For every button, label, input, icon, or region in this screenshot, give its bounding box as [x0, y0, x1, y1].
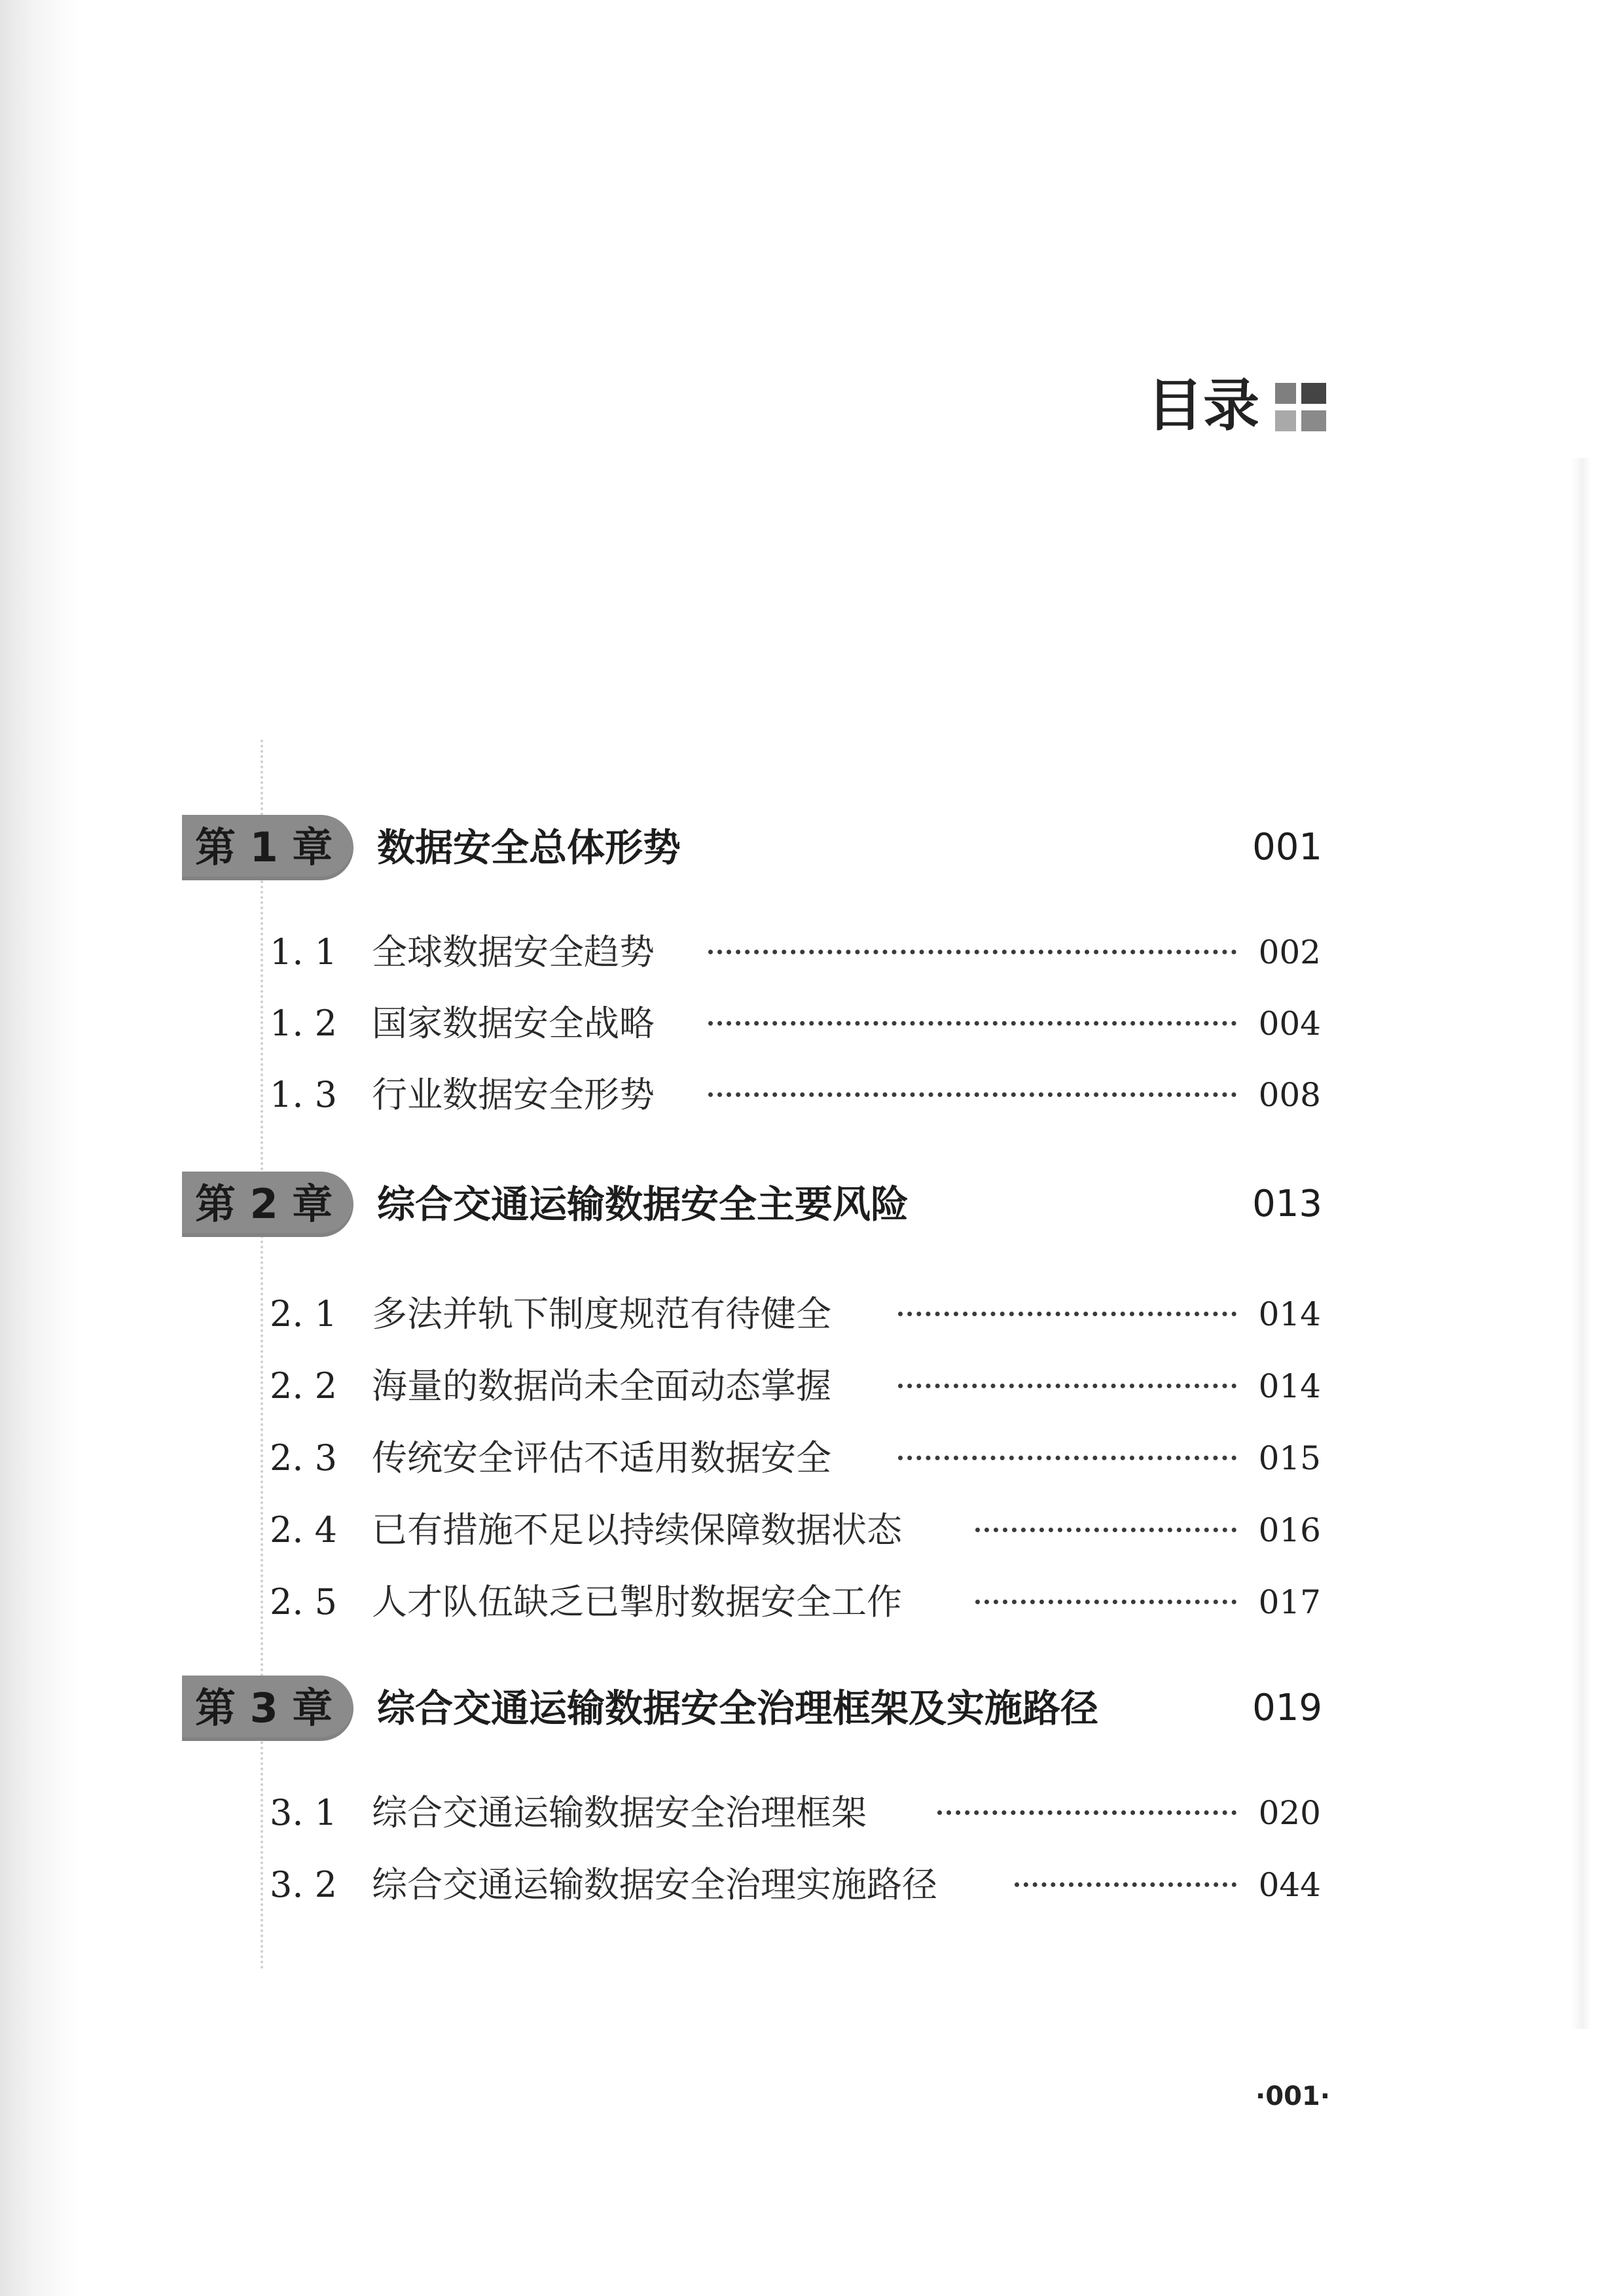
section-title: 全球数据安全趋势	[372, 931, 655, 973]
toc-heading: 目录	[1147, 373, 1259, 439]
page-number-footer: ·001·	[1255, 2081, 1330, 2111]
section-title: 综合交通运输数据安全治理实施路径	[372, 1864, 937, 1905]
chapter-badge	[182, 1172, 353, 1237]
section-title: 国家数据安全战略	[372, 1003, 655, 1044]
chapter-number: 第 1 章	[195, 823, 333, 871]
dot-leader	[708, 1021, 1236, 1026]
chapter-page-number: 001	[1252, 826, 1322, 869]
chapter-row[interactable]	[0, 1676, 1624, 1748]
dot-leader	[937, 1810, 1236, 1815]
toc-entry[interactable]	[0, 1570, 1624, 1635]
section-page-number: 015	[1258, 1439, 1321, 1477]
dot-leader	[898, 1384, 1236, 1388]
section-number: 3. 1	[270, 1792, 338, 1833]
section-title: 传统安全评估不适用数据安全	[372, 1437, 831, 1479]
section-title: 多法并轨下制度规范有待健全	[372, 1293, 831, 1335]
section-number: 2. 1	[270, 1293, 338, 1335]
section-page-number: 044	[1258, 1866, 1321, 1904]
chapter-row[interactable]	[0, 1172, 1624, 1244]
toc-entry[interactable]	[0, 1498, 1624, 1563]
toc-entry[interactable]	[0, 1780, 1624, 1846]
heading-squares-decoration	[1275, 383, 1326, 434]
section-page-number: 014	[1258, 1367, 1321, 1405]
dot-leader	[898, 1312, 1236, 1316]
section-number: 1. 1	[270, 931, 338, 973]
toc-entry[interactable]	[0, 1282, 1624, 1347]
section-number: 2. 5	[270, 1581, 338, 1623]
chapter-page-number: 013	[1252, 1183, 1322, 1225]
section-page-number: 004	[1258, 1005, 1321, 1043]
toc-entry[interactable]	[0, 1852, 1624, 1918]
section-title: 海量的数据尚未全面动态掌握	[372, 1365, 831, 1407]
dot-leader	[708, 1092, 1236, 1097]
section-number: 2. 2	[270, 1365, 338, 1407]
section-page-number: 014	[1258, 1295, 1321, 1333]
chapter-row[interactable]	[0, 815, 1624, 887]
toc-entry[interactable]	[0, 1062, 1624, 1128]
section-page-number: 020	[1258, 1794, 1321, 1832]
section-title: 已有措施不足以持续保障数据状态	[372, 1509, 902, 1551]
section-number: 1. 3	[270, 1074, 338, 1115]
chapter-number: 第 2 章	[195, 1180, 333, 1228]
section-title: 行业数据安全形势	[372, 1074, 655, 1115]
chapter-page-number: 019	[1252, 1687, 1322, 1729]
toc-entry[interactable]	[0, 1426, 1624, 1491]
dot-leader	[975, 1528, 1236, 1532]
chapter-title: 综合交通运输数据安全主要风险	[377, 1182, 909, 1227]
page-binding-shadow	[0, 0, 79, 2296]
section-page-number: 002	[1258, 933, 1321, 971]
section-page-number: 017	[1258, 1583, 1321, 1621]
section-number: 3. 2	[270, 1864, 338, 1905]
section-title: 人才队伍缺乏已掣肘数据安全工作	[372, 1581, 902, 1623]
toc-entry[interactable]	[0, 991, 1624, 1056]
chapter-badge	[182, 815, 353, 880]
toc-entry[interactable]	[0, 1354, 1624, 1419]
dot-leader	[898, 1456, 1236, 1460]
section-number: 2. 4	[270, 1509, 338, 1551]
dot-leader	[1015, 1882, 1236, 1887]
toc-entry[interactable]	[0, 920, 1624, 985]
section-page-number: 008	[1258, 1076, 1321, 1114]
chapter-number: 第 3 章	[195, 1684, 333, 1732]
dot-leader	[975, 1600, 1236, 1604]
chapter-badge	[182, 1676, 353, 1741]
section-page-number: 016	[1258, 1511, 1321, 1549]
chapter-title: 数据安全总体形势	[377, 825, 681, 870]
section-title: 综合交通运输数据安全治理框架	[372, 1792, 867, 1833]
section-number: 1. 2	[270, 1003, 338, 1044]
chapter-title: 综合交通运输数据安全治理框架及实施路径	[377, 1686, 1099, 1731]
dot-leader	[708, 950, 1236, 954]
section-number: 2. 3	[270, 1437, 338, 1479]
